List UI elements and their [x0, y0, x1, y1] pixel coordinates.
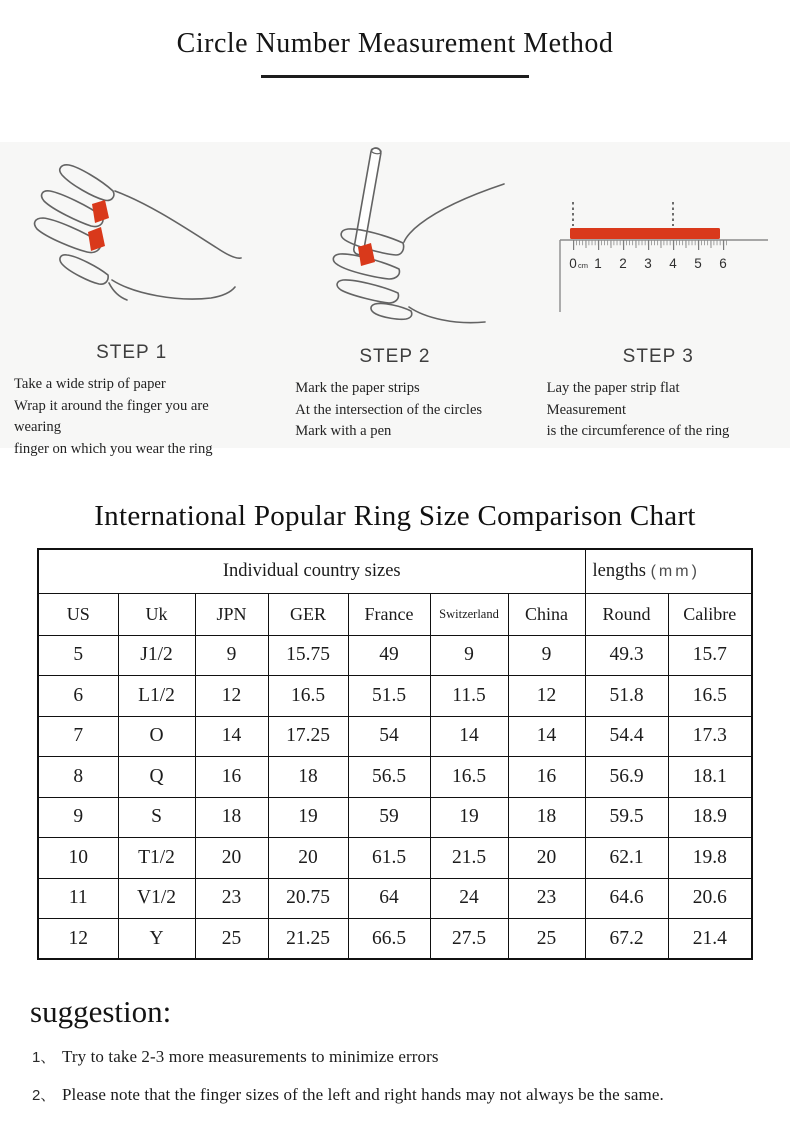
cell: 21.5: [430, 838, 508, 879]
col-header-uk: Uk: [118, 593, 195, 635]
paper-strip-lower: [88, 227, 105, 251]
cell: 11.5: [430, 676, 508, 717]
cell: 19: [268, 797, 348, 838]
cell: 56.9: [585, 757, 668, 798]
cell: 10: [38, 838, 118, 879]
step-3-line-2: Measurement: [546, 401, 627, 418]
cell: 14: [508, 716, 585, 757]
suggestion-item-2-text: Please note that the finger sizes of the left and right hands may not always be the same.: [62, 1085, 664, 1104]
step-2-line-2: At the intersection of the circles: [295, 401, 483, 418]
mm-unit-label: (mm): [650, 562, 700, 580]
ruler-unit: cm: [577, 261, 588, 270]
chart-heading: International Popular Ring Size Comparison Chart: [94, 500, 696, 532]
cell: T1/2: [118, 838, 195, 879]
cell: O: [118, 716, 195, 757]
paper-strip-upper: [92, 200, 109, 223]
ruler-label-0: 0: [568, 256, 577, 271]
cell: 51.8: [585, 676, 668, 717]
cell: 54: [348, 716, 430, 757]
suggestion-item-2: [32, 1084, 790, 1105]
col-header-ger: GER: [268, 593, 348, 635]
cell: J1/2: [118, 635, 195, 676]
cell: 21.4: [668, 919, 752, 960]
group-header-country-sizes: Individual country sizes: [38, 549, 585, 593]
col-header-switzerland: Switzerland: [430, 593, 508, 635]
cell: 25: [508, 919, 585, 960]
table-row: [38, 757, 752, 798]
cell: 12: [195, 676, 268, 717]
cell: 24: [430, 878, 508, 919]
cell: 62.1: [585, 838, 668, 879]
cell: 49: [348, 635, 430, 676]
cell: 14: [195, 716, 268, 757]
step-3-illustration: [527, 142, 790, 344]
cell: 59: [348, 797, 430, 838]
cell: Y: [118, 919, 195, 960]
cell: 64: [348, 878, 430, 919]
col-header-calibre: Calibre: [668, 593, 752, 635]
cell: V1/2: [118, 878, 195, 919]
col-header-france: France: [348, 593, 430, 635]
group-header-lengths: lengths (mm): [585, 549, 752, 593]
suggestion-item-2-number: 2、: [32, 1087, 56, 1104]
step-2-text: [263, 378, 526, 443]
cell: 7: [38, 716, 118, 757]
col-header-jpn: JPN: [195, 593, 268, 635]
cell: 12: [38, 919, 118, 960]
cell: 54.4: [585, 716, 668, 757]
cell: 16.5: [268, 676, 348, 717]
hand-with-pen-icon: [272, 144, 517, 342]
cell: 64.6: [585, 878, 668, 919]
cell: 9: [430, 635, 508, 676]
cell: 9: [508, 635, 585, 676]
step-1-label: STEP 1: [96, 342, 168, 363]
cell: 20: [195, 838, 268, 879]
cell: 27.5: [430, 919, 508, 960]
cell: 18.9: [668, 797, 752, 838]
cell: 15.7: [668, 635, 752, 676]
ruler-icon: [536, 144, 781, 342]
step-1-line-1: Take a wide strip of paper: [14, 376, 166, 392]
table-row: [38, 878, 752, 919]
cell: 18: [268, 757, 348, 798]
ruler-label-6: 6: [718, 256, 727, 271]
cell: Q: [118, 757, 195, 798]
cell: 5: [38, 635, 118, 676]
col-header-china: China: [508, 593, 585, 635]
cell: 19.8: [668, 838, 752, 879]
step-3-line-3: is the circumference of the ring: [546, 423, 730, 439]
cell: 66.5: [348, 919, 430, 960]
ruler-label-1: 1: [593, 256, 602, 271]
cell: 61.5: [348, 838, 430, 879]
step-3-line-1: Lay the paper strip flat: [546, 380, 680, 396]
paper-strip-marked: [358, 243, 375, 266]
cell: 14: [430, 716, 508, 757]
suggestion-section: [0, 994, 790, 1105]
ruler-label-5: 5: [693, 256, 702, 271]
cell: 16.5: [668, 676, 752, 717]
cell: 51.5: [348, 676, 430, 717]
cell: 11: [38, 878, 118, 919]
suggestion-heading: suggestion:: [30, 994, 172, 1029]
page-title: Circle Number Measurement Method: [176, 28, 614, 59]
cell: 21.25: [268, 919, 348, 960]
title-section: [0, 0, 790, 78]
cell: 25: [195, 919, 268, 960]
suggestion-item-1-text: Try to take 2-3 more measurements to minimize errors: [62, 1047, 439, 1066]
step-2-label: STEP 2: [359, 346, 431, 367]
cell: 16: [508, 757, 585, 798]
cell: 16: [195, 757, 268, 798]
col-header-us: US: [38, 593, 118, 635]
column-header-row: [38, 593, 752, 635]
step-3-text: [527, 378, 790, 443]
cell: 18: [195, 797, 268, 838]
table-row: [38, 635, 752, 676]
step-3: [527, 142, 790, 448]
step-2-line-3: Mark with a pen: [295, 423, 392, 439]
ruler-label-3: 3: [643, 256, 652, 271]
cell: 17.25: [268, 716, 348, 757]
table-row: [38, 797, 752, 838]
cell: 18: [508, 797, 585, 838]
cell: 67.2: [585, 919, 668, 960]
cell: 59.5: [585, 797, 668, 838]
table-row: [38, 919, 752, 960]
cell: 23: [195, 878, 268, 919]
cell: 12: [508, 676, 585, 717]
cell: 9: [38, 797, 118, 838]
ring-size-table: [37, 548, 753, 960]
cell: 20: [268, 838, 348, 879]
title-underline: [261, 75, 529, 78]
step-1-text: [0, 374, 263, 460]
step-2: [263, 142, 526, 448]
col-header-round: Round: [585, 593, 668, 635]
cell: 20.75: [268, 878, 348, 919]
cell: 16.5: [430, 757, 508, 798]
suggestion-item-1-number: 1、: [32, 1049, 56, 1066]
cell: 15.75: [268, 635, 348, 676]
step-1-line-3: finger on which you wear the ring: [14, 440, 213, 457]
cell: 18.1: [668, 757, 752, 798]
ruler-label-4: 4: [668, 256, 677, 271]
table-row: [38, 716, 752, 757]
step-1-illustration: [0, 142, 263, 340]
step-3-label: STEP 3: [622, 346, 694, 367]
cell: 17.3: [668, 716, 752, 757]
cell: 56.5: [348, 757, 430, 798]
table-row: [38, 838, 752, 879]
step-2-illustration: [263, 142, 526, 344]
cell: 20.6: [668, 878, 752, 919]
suggestion-item-1: [32, 1046, 790, 1067]
ruler-label-2: 2: [618, 256, 627, 271]
hand-with-paper-strip-icon: [9, 142, 254, 340]
steps-section: [0, 142, 790, 457]
cell: 20: [508, 838, 585, 879]
cell: L1/2: [118, 676, 195, 717]
cell: 6: [38, 676, 118, 717]
cell: 49.3: [585, 635, 668, 676]
cell: 8: [38, 757, 118, 798]
step-1: [0, 142, 263, 457]
cell: 9: [195, 635, 268, 676]
cell: 23: [508, 878, 585, 919]
suggestion-list: [0, 1046, 790, 1105]
cell: S: [118, 797, 195, 838]
step-2-line-1: Mark the paper strips: [295, 380, 420, 396]
measured-strip: [570, 228, 720, 239]
group-header-row: [38, 549, 752, 593]
table-row: [38, 676, 752, 717]
cell: 19: [430, 797, 508, 838]
step-1-line-2: Wrap it around the finger you are wearing: [14, 397, 209, 435]
